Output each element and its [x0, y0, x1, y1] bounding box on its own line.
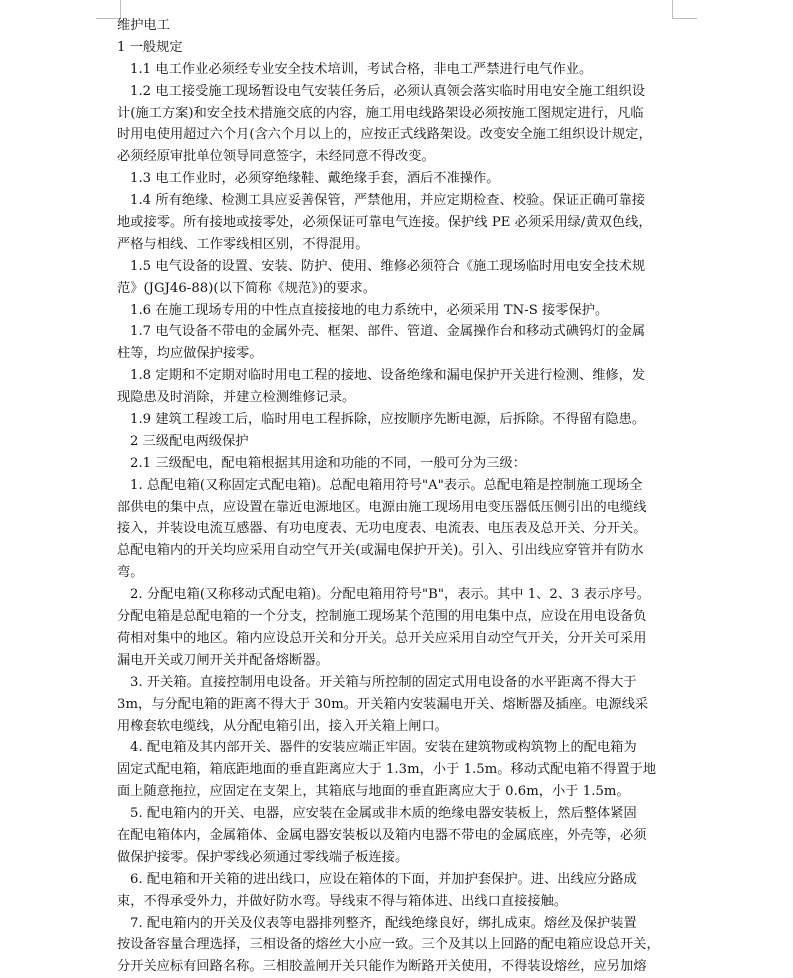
text-line: 1.8 定期和不定期对临时用电工程的接地、设备绝缘和漏电保护开关进行检测、维修，发	[130, 368, 646, 384]
text-line: 面上随意拖拉，应固定在支架上，其箱底与地面的垂直距离应大于 0.6m，小于 1.5m。	[117, 784, 630, 800]
text-line: 1 一般规定	[117, 39, 183, 55]
text-line: 地或接零。所有接地或接零处，必须保证可靠电气连接。保护线 PE 必须采用绿/黄双色线，	[117, 215, 652, 231]
text-line: 2 三级配电两级保护	[130, 433, 249, 449]
text-line: 总配电箱内的开关均应采用自动空气开关(或漏电保护开关)。引入、引出线应穿管并有防水	[117, 543, 644, 559]
text-line: 现隐患及时消除，并建立检测维修记录。	[117, 390, 356, 406]
text-line: 1.6 在施工现场专用的中性点直接接地的电力系统中，必须采用 TN-S 接零保护。	[130, 302, 609, 318]
text-line: 3. 开关箱。直接控制用电设备。开关箱与所控制的固定式用电设备的水平距离不得大于	[130, 674, 637, 690]
text-line: 1.1 电工作业必须经专业安全技术培训，考试合格，非电工严禁进行电气作业。	[130, 61, 593, 77]
text-line: 4. 配电箱及其内部开关、器件的安装应端正牢固。安装在建筑物或构筑物上的配电箱为	[130, 740, 637, 756]
text-line: 1.7 电气设备不带电的金属外壳、框架、部件、管道、金属操作台和移动式碘钨灯的金属	[130, 324, 646, 340]
text-line: 1.4 所有绝缘、检测工具应妥善保管，严禁他用，并应定期检查、校验。保证正确可靠接	[130, 193, 646, 209]
text-line: 固定式配电箱，箱底距地面的垂直距离应大于 1.3m，小于 1.5m。移动式配电箱不得置于地	[117, 762, 657, 778]
page-corner-mark-right	[672, 0, 697, 19]
text-line: 分开关应标有回路名称。三相胶盖闸开关只能作为断路开关使用，不得装设熔丝，应另加熔	[117, 959, 647, 975]
text-line: 范》(JGJ46-88)(以下简称《规范》)的要求。	[117, 280, 377, 296]
text-line: 1.5 电气设备的设置、安装、防护、使用、维修必须符合《施工现场临时用电安全技术规	[130, 258, 646, 274]
text-line: 1. 总配电箱(又称固定式配电箱)。总配电箱用符号"A"表示。总配电箱是控制施工现场全	[130, 477, 643, 493]
text-line: 时用电使用超过六个月(含六个月以上的，应按正式线路架设。改变安全施工组织设计规定，	[117, 127, 652, 143]
text-line: 计(施工方案)和安全技术措施交底的内容，施工用电线路架设必须按施工图规定进行，凡临	[117, 105, 644, 121]
text-line: 部供电的集中点，应设置在靠近电源地区。电源由施工现场用电变压器低压侧引出的电缆线	[117, 499, 647, 515]
text-line: 1.9 建筑工程竣工后，临时用电工程拆除，应按顺序先断电源，后拆除。不得留有隐患。	[130, 412, 646, 428]
text-line: 柱等，均应做保护接零。	[117, 346, 263, 362]
document-page	[117, 15, 673, 978]
text-line: 用橡套软电缆线，从分配电箱引出，接入开关箱上闸口。	[117, 718, 448, 734]
text-line: 6. 配电箱和开关箱的进出线口，应设在箱体的下面，并加护套保护。进、出线应分路成	[130, 871, 637, 887]
text-line: 在配电箱体内，金属箱体、金属电器安装板以及箱内电器不带电的金属底座，外壳等，必须	[117, 827, 647, 843]
text-line: 按设备容量合理选择，三相设备的熔丝大小应一致。三个及其以上回路的配电箱应设总开关，	[117, 937, 660, 953]
text-line: 接入，并装设电流互感器、有功电度表、无功电度表、电流表、电压表及总开关、分开关。	[117, 521, 647, 537]
text-line: 分配电箱是总配电箱的一个分支，控制施工现场某个范围的用电集中点，应设在用电设备负	[117, 609, 647, 625]
text-line: 2. 分配电箱(又称移动式配电箱)。分配电箱用符号"B"，表示。其中 1、2、3 表示序号。	[130, 587, 650, 603]
text-line: 弯。	[117, 565, 144, 581]
text-line: 必须经原审批单位领导同意签字，未经同意不得改变。	[117, 149, 435, 165]
text-line: 7. 配电箱内的开关及仪表等电器排列整齐，配线绝缘良好，绑扎成束。熔丝及保护装置	[130, 915, 637, 931]
text-line: 5. 配电箱内的开关、电器，应安装在金属或非木质的绝缘电器安装板上，然后整体紧固	[130, 806, 637, 822]
text-line: 荷相对集中的地区。箱内应设总开关和分开关。总开关应采用自动空气开关，分开关可采用	[117, 630, 647, 646]
text-line: 严格与相线、工作零线相区别，不得混用。	[117, 236, 369, 252]
text-line: 做保护接零。保护零线必须通过零线端子板连接。	[117, 849, 409, 865]
text-line: 3m，与分配电箱的距离不得大于 30m。开关箱内安装漏电开关、熔断器及插座。电源线采	[117, 696, 649, 712]
text-line: 1.2 电工接受施工现场暂设电气安装任务后，必须认真领会落实临时用电安全施工组织设	[130, 83, 646, 99]
text-line: 束，不得承受外力，并做好防水弯。导线束不得与箱体进、出线口直接接触。	[117, 893, 568, 909]
text-line: 漏电开关或刀闸开关并配备熔断器。	[117, 652, 329, 668]
document-title: 维护电工	[117, 18, 170, 33]
text-line: 1.3 电工作业时，必须穿绝缘鞋、戴绝缘手套，酒后不准操作。	[130, 171, 500, 187]
document-body	[117, 37, 673, 978]
text-line: 2.1 三级配电，配电箱根据其用途和功能的不同，一般可分为三级：	[130, 455, 527, 471]
